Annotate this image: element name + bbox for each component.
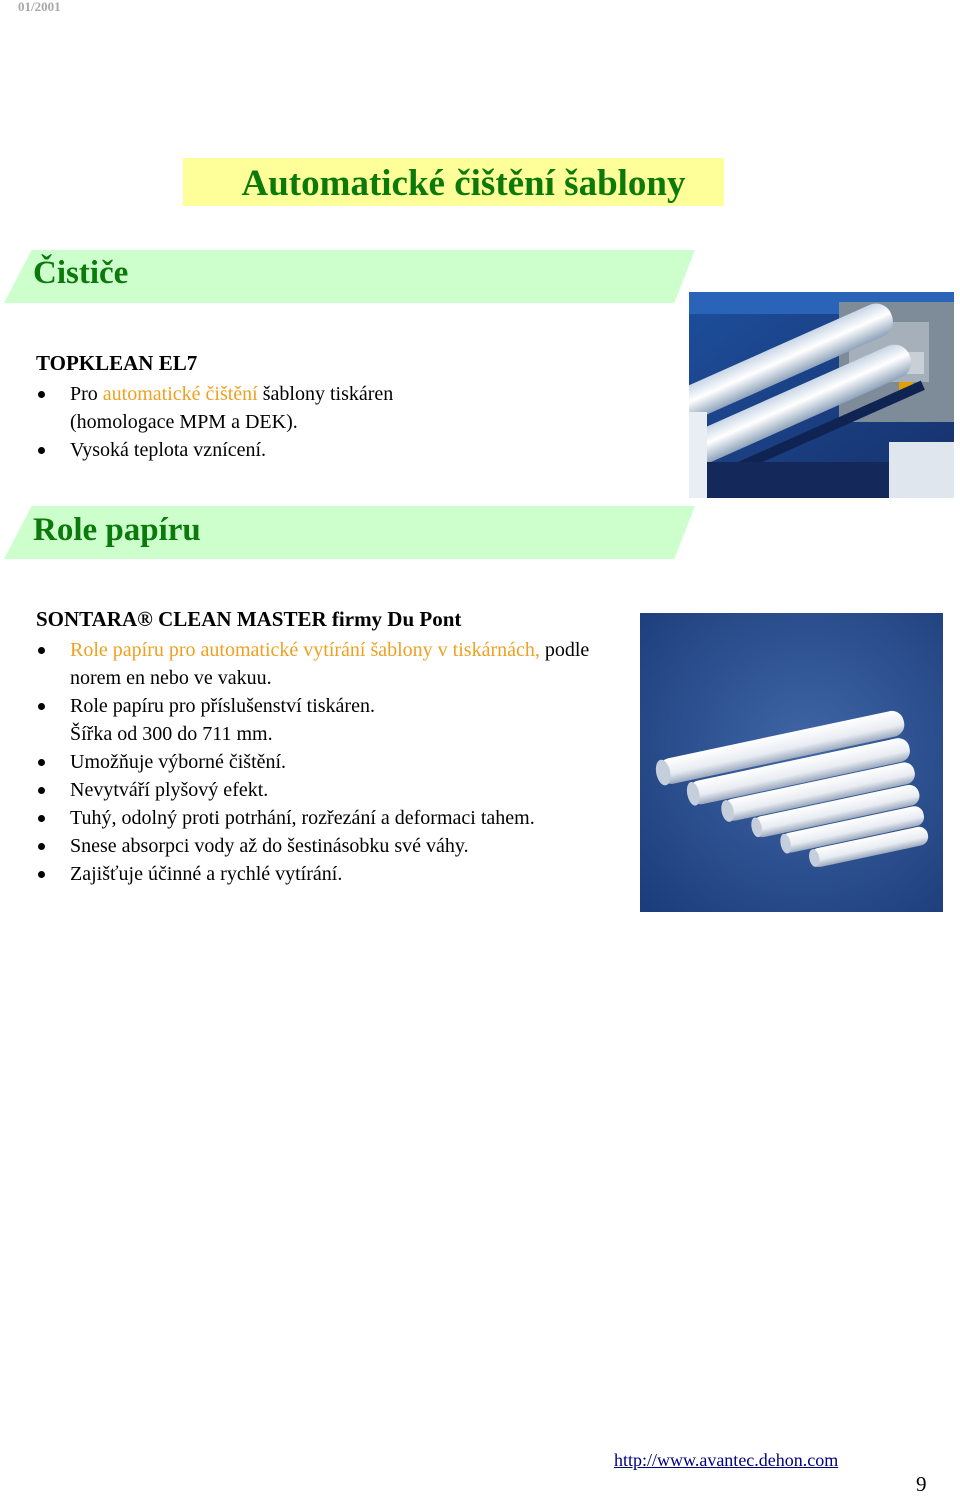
bullet-icon xyxy=(38,759,45,766)
bullet-icon xyxy=(38,391,45,398)
product-name-topklean: TOPKLEAN EL7 xyxy=(36,351,198,375)
list-item: Tuhý, odolný proti potrhání, rozřezání a deformaci tahem. xyxy=(38,804,598,832)
bullet-icon xyxy=(38,647,45,654)
issue-date: 01/2001 xyxy=(18,0,61,14)
topklean-bullets xyxy=(38,380,393,464)
section-title-role-papiru: Role papíru xyxy=(33,512,201,548)
list-item: Role papíru pro automatické vytírání šablony v tiskárnách, podle norem en nebo ve vakuu. xyxy=(38,636,598,692)
list-item: Snese absorpci vody až do šestinásobku své váhy. xyxy=(38,832,598,860)
machine-image-icon xyxy=(689,292,954,498)
paper-rolls-image-icon xyxy=(640,613,943,912)
page-number: 9 xyxy=(916,1472,927,1496)
bullet-icon xyxy=(38,815,45,822)
list-item: Zajišťuje účinné a rychlé vytírání. xyxy=(38,860,598,888)
bullet-icon xyxy=(38,447,45,454)
list-item: Role papíru pro příslušenství tiskáren. Šířka od 300 do 711 mm. xyxy=(38,692,598,748)
bullet-icon xyxy=(38,871,45,878)
bullet-icon xyxy=(38,703,45,710)
page-title: Automatické čištění šablony xyxy=(183,158,724,206)
cleaner-machine-photo xyxy=(689,292,954,498)
list-item: Nevytváří plyšový efekt. xyxy=(38,776,598,804)
list-item: Pro automatické čištění šablony tiskáren (homologace MPM a DEK). xyxy=(38,380,393,436)
bullet-icon xyxy=(38,787,45,794)
section-title-cistice: Čističe xyxy=(33,255,129,291)
product-name-sontara: SONTARA® CLEAN MASTER firmy Du Pont xyxy=(36,607,462,631)
list-item: Vysoká teplota vznícení. xyxy=(38,436,393,464)
paper-rolls-photo xyxy=(640,613,943,912)
bullet-icon xyxy=(38,843,45,850)
list-item: Umožňuje výborné čištění. xyxy=(38,748,598,776)
footer-website-link[interactable]: http://www.avantec.dehon.com xyxy=(614,1450,839,1470)
sontara-bullets xyxy=(38,636,598,888)
